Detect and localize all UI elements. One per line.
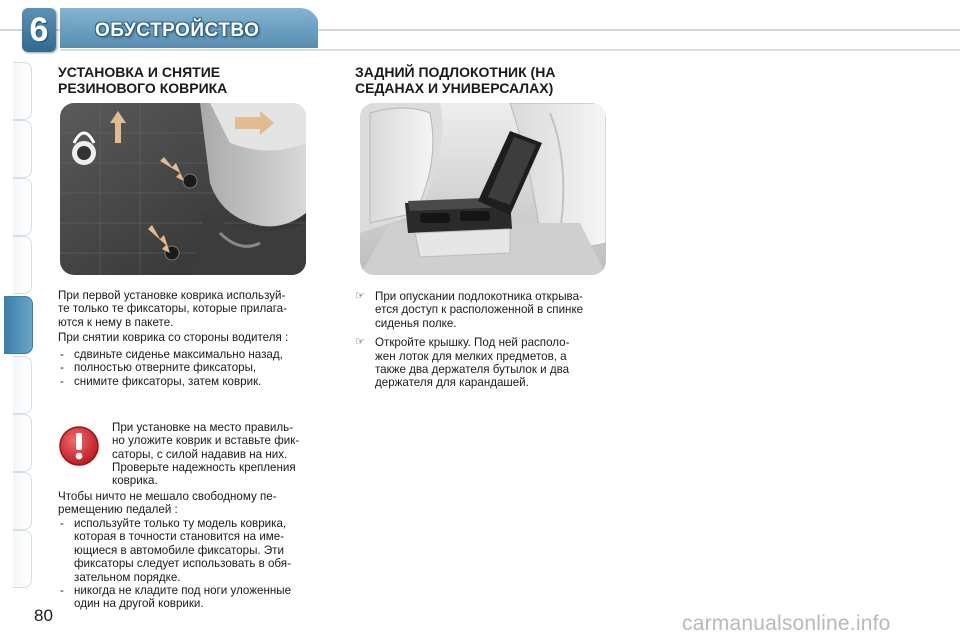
pedal-item-1-line-4: фиксаторы следует использовать в обя-	[74, 557, 291, 571]
floor-mat-photo	[60, 103, 306, 275]
intro-line-2: те только те фиксаторы, которые прилага-	[58, 302, 287, 316]
check-paragraph	[112, 461, 308, 488]
warning-line-1: При установке на место правиль-	[112, 421, 294, 434]
right-heading-line-1: ЗАДНИЙ ПОДЛОКОТНИК (НА	[355, 64, 556, 80]
pedal-item-1-line-5: зательном порядке.	[74, 570, 181, 584]
removal-steps-list	[58, 348, 308, 388]
list-item	[355, 336, 607, 390]
warning-line-3: саторы, с силой надавив на них.	[112, 447, 288, 461]
section-title: ОБУСТРОЙСТВО	[95, 20, 260, 41]
armrest-bullet-2-line-4: держателя для карандашей.	[375, 376, 529, 390]
pedal-item-1-line-2: которая в точности становится на име-	[74, 530, 285, 544]
pointing-hand-icon: ☞	[355, 290, 365, 302]
side-tab-strip	[0, 62, 32, 582]
pointing-hand-icon: ☞	[355, 336, 365, 349]
intro-paragraph	[58, 289, 308, 329]
side-tab-7[interactable]	[13, 414, 32, 472]
armrest-bullet-1-line-3: сиденья полке.	[375, 316, 457, 330]
watermark: carmanualsonline.info	[682, 612, 891, 635]
check-line-2: коврика.	[112, 474, 158, 488]
armrest-bullet-2-line-3: также два держателя бутылок и два	[375, 363, 570, 377]
pedal-item-1-line-1: используйте только ту модель коврика,	[74, 517, 287, 530]
chapter-badge	[22, 8, 56, 52]
intro-line-1: При первой установке коврика используй-	[58, 289, 286, 302]
intro-line-3: ются к нему в пакете.	[58, 315, 174, 329]
armrest-bullet-1-line-1: При опускании подлокотника открыва-	[375, 290, 583, 303]
pedal-item-2-line-1: никогда не кладите под ноги уложенные	[74, 584, 292, 598]
side-tab-6[interactable]	[13, 356, 32, 414]
pedal-intro-line-1: Чтобы ничто не мешало свободному пе-	[58, 490, 277, 503]
armrest-illustration	[360, 103, 606, 275]
removal-step-3: снимите фиксаторы, затем коврик.	[74, 374, 262, 388]
side-tab-9[interactable]	[13, 530, 32, 588]
side-tab-5-active[interactable]	[4, 296, 33, 354]
page-number: 80	[34, 606, 53, 625]
list-item: - снимите фиксаторы, затем коврик.	[60, 374, 262, 388]
floor-mat-illustration	[60, 103, 306, 275]
right-heading	[355, 64, 555, 96]
side-tab-4[interactable]	[13, 236, 32, 294]
side-tab-2[interactable]	[13, 120, 32, 178]
warning-paragraph	[112, 421, 308, 461]
list-item	[355, 290, 607, 330]
chapter-number: 6	[29, 11, 49, 49]
left-heading-line-2: РЕЗИНОВОГО КОВРИКА	[58, 80, 228, 96]
armrest-photo	[360, 103, 606, 275]
left-heading-line-1: УСТАНОВКА И СНЯТИЕ	[58, 64, 221, 80]
right-heading-line-2: СЕДАНАХ И УНИВЕРСАЛАХ)	[355, 80, 554, 96]
pedal-intro-paragraph	[58, 490, 308, 517]
list-item: - никогда не кладите под ноги уложенные один на другой коврики.	[60, 584, 292, 611]
list-item: - полностью отверните фиксаторы,	[60, 361, 257, 375]
side-tab-3[interactable]	[13, 178, 32, 236]
header-band	[0, 0, 960, 60]
armrest-bullet-1-line-2: ется доступ к расположенной в спинке	[375, 303, 584, 317]
armrest-bullets-list	[355, 290, 607, 396]
side-tab-8[interactable]	[13, 472, 32, 530]
pedal-item-2-line-2: один на другой коврики.	[74, 597, 204, 611]
left-heading	[58, 64, 227, 96]
list-item: - используйте только ту модель коврика, которая в точности становится на име- ющиеся в автомобиле фиксаторы. Эти фиксаторы следует использовать в обя- зательном порядке.	[60, 517, 291, 584]
exclamation-circle-icon	[58, 425, 100, 467]
removal-step-1: сдвиньте сиденье максимально назад,	[74, 348, 283, 361]
armrest-bullet-2-line-1: Откройте крышку. Под ней располо-	[375, 336, 570, 350]
removal-intro: При снятии коврика со стороны водителя :	[58, 331, 289, 344]
armrest-bullet-2-line-2: жен лоток для мелких предметов, а	[375, 349, 567, 363]
check-line-1: Проверьте надежность крепления	[112, 461, 296, 474]
warning-line-2: но уложите коврик и вставьте фик-	[112, 434, 300, 448]
pedal-items-list	[58, 517, 308, 611]
side-tab-1[interactable]	[13, 62, 32, 120]
pedal-intro-line-2: ремещению педалей :	[58, 503, 178, 517]
list-item: - сдвиньте сиденье максимально назад,	[60, 348, 283, 361]
pedal-item-1-line-3: ющиеся в автомобиле фиксаторы. Эти	[74, 543, 284, 557]
removal-step-2: полностью отверните фиксаторы,	[74, 361, 257, 375]
